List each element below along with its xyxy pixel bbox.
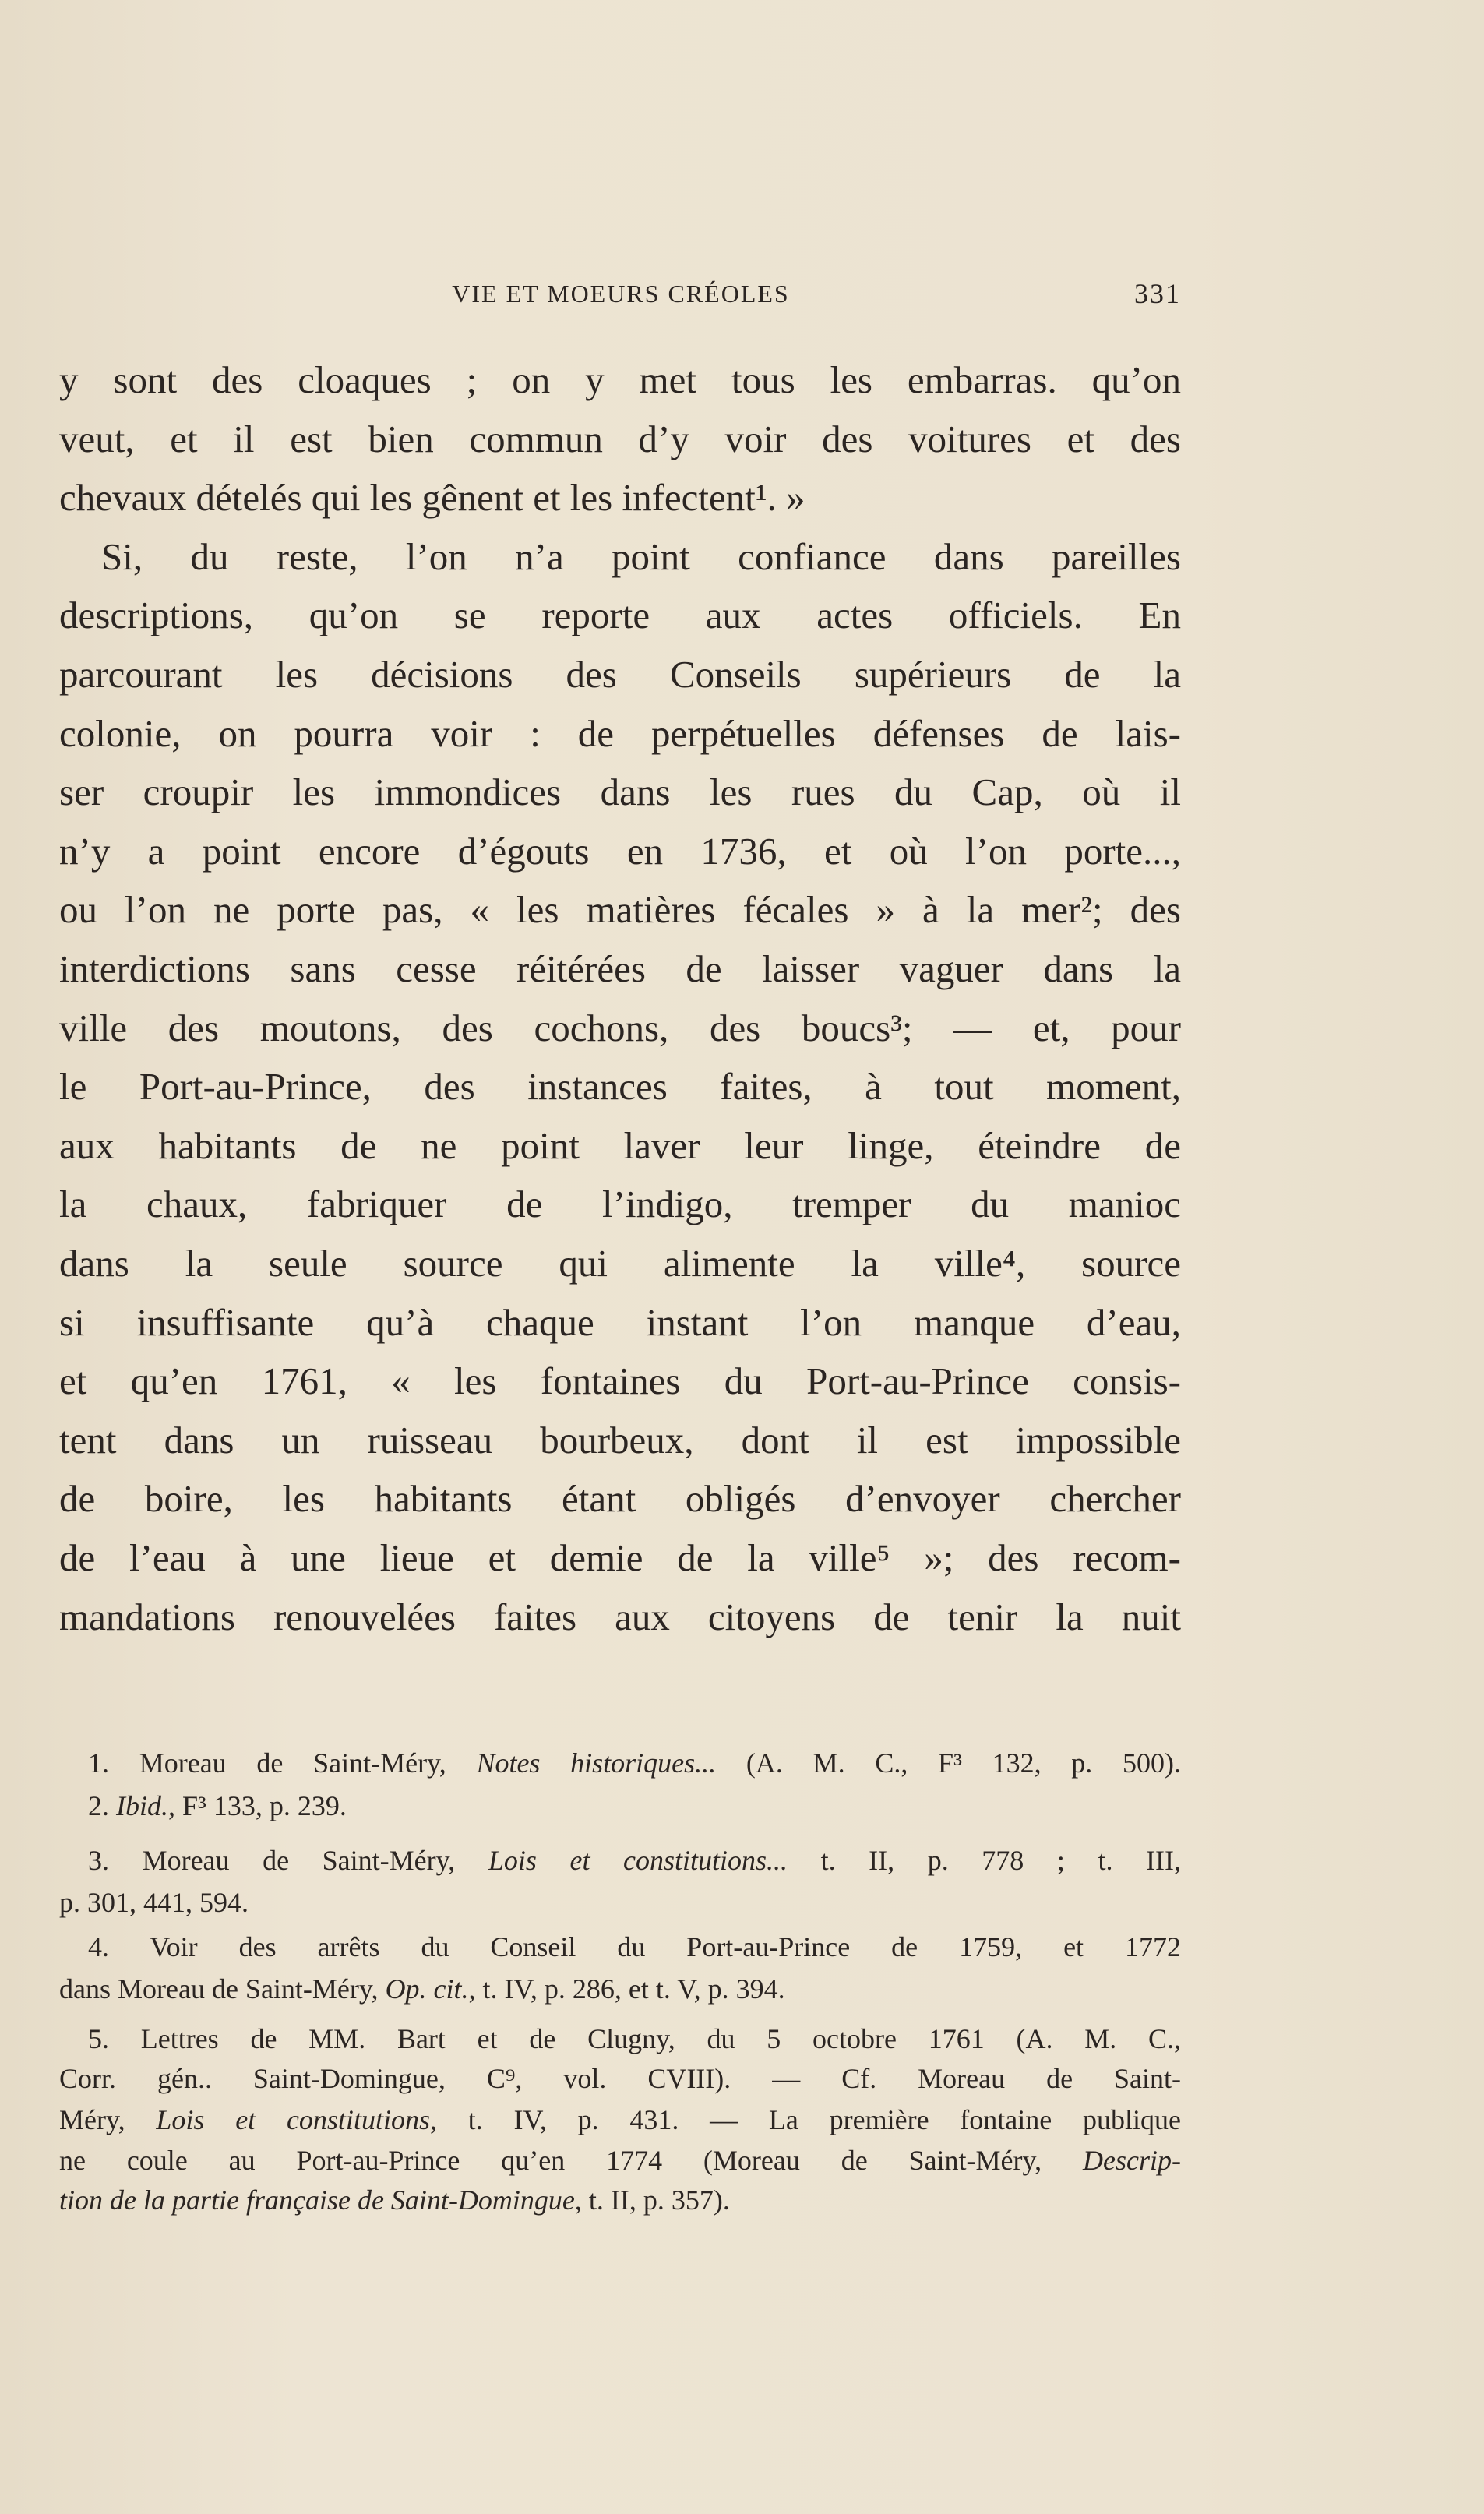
body-line: et qu’en 1761, « les fontaines du Port-au-Prince consis-	[59, 1359, 1181, 1403]
body-line: aux habitants de ne point laver leur linge, éteindre de	[59, 1123, 1181, 1167]
body-line: Si, du reste, l’on n’a point confiance dans pareilles	[101, 534, 1181, 578]
body-line: veut, et il est bien commun d’y voir des voitures et des	[59, 417, 1181, 460]
body-line: ville des moutons, des cochons, des boucs³; — et, pour	[59, 1006, 1181, 1049]
footnote-text: t. II, p. 778 ; t. III,	[788, 1845, 1181, 1876]
footnote-line	[59, 1882, 1181, 1923]
footnote-text: Corr. gén.. Saint-Domingue, C⁹, vol. CVIII). — Cf. Moreau de Saint-	[59, 2063, 1181, 2094]
body-line: tent dans un ruisseau bourbeux, dont il est impossible	[59, 1418, 1181, 1462]
body-line: de l’eau à une lieue et demie de la ville⁵ »; des recom-	[59, 1536, 1181, 1579]
body-line: interdictions sans cesse réitérées de laisser vaguer dans la	[59, 947, 1181, 990]
body-line: ou l’on ne porte pas, « les matières fécales » à la mer²; des	[59, 888, 1181, 932]
footnote-text: 5. Lettres de MM. Bart et de Clugny, du 5 octobre 1761 (A. M. C.,	[88, 2023, 1181, 2054]
footnote-line	[59, 2140, 1181, 2181]
footnote-line	[88, 1927, 1181, 1967]
footnote-italic-title: tion de la partie française de Saint-Domingue	[59, 2184, 575, 2216]
body-line: si insuffisante qu’à chaque instant l’on manque d’eau,	[59, 1300, 1181, 1344]
footnote-italic-title: Op. cit.	[385, 1973, 469, 2005]
body-line: parcourant les décisions des Conseils supérieurs de la	[59, 653, 1181, 696]
body-line: y sont des cloaques ; on y met tous les embarras. qu’on	[59, 358, 1181, 401]
body-line: ser croupir les immondices dans les rues du Cap, où il	[59, 770, 1181, 814]
footnote-text: 3. Moreau de Saint-Méry,	[88, 1845, 488, 1876]
footnote-text: 2.	[88, 1790, 116, 1821]
footnote-text: dans Moreau de Saint-Méry,	[59, 1973, 386, 2005]
footnote-line	[88, 1840, 1181, 1881]
body-line: colonie, on pourra voir : de perpétuelles défenses de lais-	[59, 711, 1181, 755]
footnote-text: , t. II, p. 357).	[574, 2184, 730, 2216]
body-line: dans la seule source qui alimente la ville⁴, source	[59, 1242, 1181, 1285]
body-line: le Port-au-Prince, des instances faites, à tout moment,	[59, 1065, 1181, 1109]
footnote-text: p. 301, 441, 594.	[59, 1887, 249, 1918]
footnote-line	[59, 1969, 1181, 2009]
footnote-line	[88, 2019, 1181, 2059]
footnote-text: 4. Voir des arrêts du Conseil du Port-au-Prince de 1759, et 1772	[88, 1931, 1181, 1962]
footnote-italic-title: Lois et constitutions	[156, 2104, 430, 2135]
body-line: chevaux dételés qui les gênent et les infectent¹. »	[59, 476, 805, 520]
footnote-text: Méry,	[59, 2104, 157, 2135]
body-line: la chaux, fabriquer de l’indigo, tremper du manioc	[59, 1183, 1181, 1226]
footnote-text: , t. IV, p. 431. — La première fontaine publique	[429, 2104, 1181, 2135]
footnote-text: , F³ 133, p. 239.	[168, 1790, 347, 1821]
footnote-text: (A. M. C., F³ 132, p. 500).	[716, 1747, 1181, 1779]
body-line: n’y a point encore d’égouts en 1736, et où l’on porte...,	[59, 829, 1181, 873]
footnote-italic-title: Lois et constitutions...	[488, 1845, 788, 1876]
footnote-italic-title: Notes historiques...	[476, 1747, 717, 1779]
footnote-line	[88, 1743, 1181, 1783]
footnote-italic-title: Ibid.	[116, 1790, 168, 1821]
page-number: 331	[1134, 278, 1181, 309]
body-line: mandations renouvelées faites aux citoyens de tenir la nuit	[59, 1595, 1181, 1638]
footnote-line	[59, 2100, 1181, 2140]
running-head: VIE ET MOEURS CRÉOLES	[452, 280, 790, 308]
body-line: descriptions, qu’on se reporte aux actes officiels. En	[59, 594, 1181, 637]
footnote-text: 1. Moreau de Saint-Méry,	[88, 1747, 477, 1779]
footnote-text: , t. IV, p. 286, et t. V, p. 394.	[468, 1973, 785, 2005]
body-line: de boire, les habitants étant obligés d’envoyer chercher	[59, 1477, 1181, 1521]
footnote-italic-title: Descrip-	[1083, 2145, 1181, 2176]
footnote-line	[88, 1786, 1181, 1826]
footnote-line	[59, 2058, 1181, 2099]
footnote-line	[59, 2180, 1181, 2220]
footnote-text: ne coule au Port-au-Prince qu’en 1774 (Moreau de Saint-Méry,	[59, 2145, 1084, 2176]
